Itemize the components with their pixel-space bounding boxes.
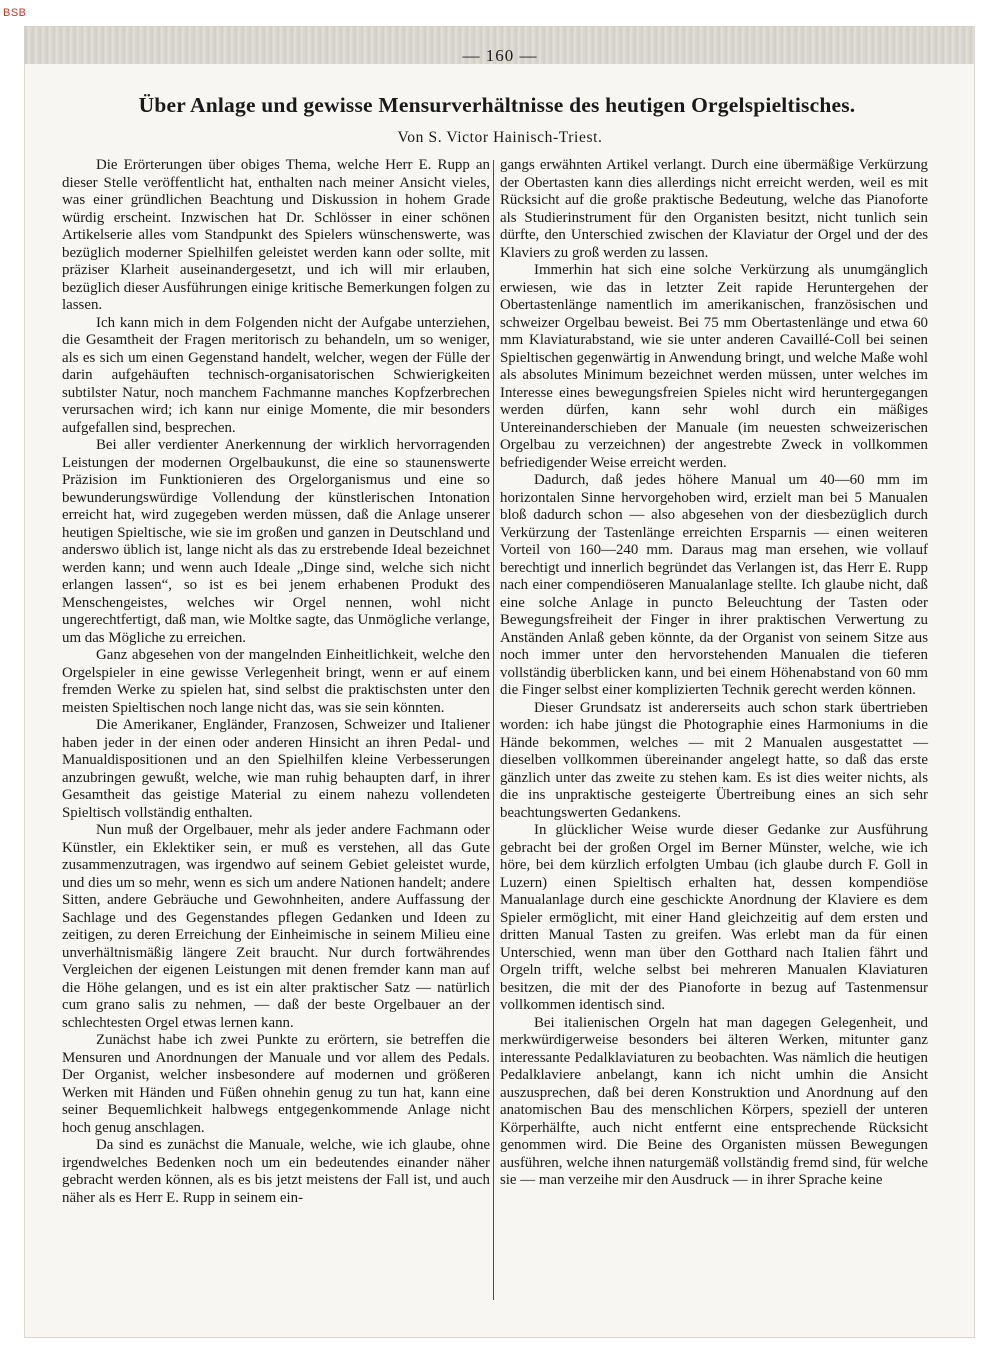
paragraph: In glücklicher Weise wurde dieser Gedanke zur Ausführung gebracht bei der großen Orgel im Berner Münster, welche, wie ich höre, bei dem kürzlich erfolgten Umbau (ich glaube durch F. Goll in Luzern) einen Spieltisch erhalten hat, dessen kompendiöse Manualanlage durch eine geschickte Anordnung der Klaviere es dem Spieler ermöglicht, mit einer Hand gleichzeitig auf dem ersten und dritten Manual Tasten zu greifen. Was erlebt man da für einen Unterschied, wenn man über den Gotthard nach Italien fährt und Orgeln trifft, welche selbst bei mehreren Manualen Klaviaturen besitzen, die mit der des Pianoforte in bezug auf Tastenmensur vollkommen identisch sind. [500, 822, 928, 1013]
paragraph-continuation: gangs erwähnten Artikel verlangt. Durch eine übermäßige Verkürzung der Obertasten kann dies allerdings nicht erreicht werden, weil es mit Rücksicht auf die große praktische Bedeutung, welche das Pianoforte als Studierinstrument für den Organisten besitzt, nicht tunlich sein dürfte, den Unterschied zwischen der Klaviatur der Orgel und der des Klaviers zu groß werden zu lassen. [500, 157, 928, 261]
paragraph: Dadurch, daß jedes höhere Manual um 40—60 mm im horizontalen Sinne hervorgehoben wird, erzielt man bei 5 Manualen bloß dadurch schon — also abgesehen von der diesbezüglich durch Verkürzung der Tastenlänge erreichten Ersparnis — einen weiteren Vorteil von 160—240 mm. Daraus mag man ersehen, wie vollauf berechtigt und innerlich begründet das Verlangen ist, das Herr E. Rupp nach einer compendiöseren Manualanlage stellte. Ich glaube nicht, daß eine solche Anlage in puncto Beleuchtung der Tasten oder Bewegungsfreiheit der Finger in ihrer praktischen Verwertung zu Anständen Anlaß geben könnte, da der Organist von seinem Sitze aus noch immer unter den hervorstehenden Manualen die tieferen vollständig überblicken kann, und bei einem Höhenabstand von 60 mm die Finger selbst einer komplizierten Technik gerecht werden können. [500, 472, 928, 698]
paragraph: Bei italienischen Orgeln hat man dagegen Gelegenheit, und merkwürdigerweise besonders bei älteren Werken, mitunter ganz interessante Pedalklaviaturen zu beobachten. Was nämlich die heutigen Pedalklaviere anbelangt, kann ich nicht umhin die Ansicht auszusprechen, daß bei deren Konstruktion und Anordnung auf den anatomischen Bau des menschlichen Körpers, speziell der unteren Körperhälfte, auch nicht entfernt eine entsprechende Rücksicht genommen wird. Die Beine des Organisten müssen Bewegungen ausführen, welche ihnen naturgemäß vollständig fremd sind, für welche sie — man verzeihe mir den Ausdruck — in ihrer Sprache keine [500, 1014, 928, 1188]
paragraph: Da sind es zunächst die Manuale, welche, wie ich glaube, ohne irgendwelches Bedenken noch um ein bedeutendes einander näher gebracht werden können, als es bis jetzt meistens der Fall ist, und auch näher als es Herr E. Rupp in seinem ein- [62, 1137, 490, 1206]
column-divider [493, 160, 494, 1300]
paragraph: Dieser Grundsatz ist andererseits auch schon stark übertrieben worden: ich habe jüngst die Photographie eines Harmoniums in die Hände bekommen, welches — mit 2 Manualen ausgestattet — dieselben vollkommen übereinander angelegt hatte, so daß das erste gänzlich unter das zweite zu stehen kam. Es ist dies weiter nichts, als die ins unpraktische gesteigerte Übertreibung eines an sich sehr beachtungswerten Gedankens. [500, 699, 928, 821]
right-column [500, 157, 928, 1190]
paragraph: Immerhin hat sich eine solche Verkürzung als unumgänglich erwiesen, wie das in letzter Zeit rapide Heruntergehen der Obertastenlänge namentlich im amerikanischen, französischen und schweizer Orgelbau beweist. Bei 75 mm Obertastenlänge und etwa 60 mm Klaviaturabstand, wie sie unter anderen Cavaillé-Coll bei seinen Spieltischen gegenwärtig in Anwendung bringt, und welche Maße wohl als absolutes Minimum bezeichnet werden müssen, unter welches im Interesse eines bewegungsfreien Spieles nicht wird heruntergegangen werden dürfen, kann sehr wohl durch ein mäßiges Untereinanderschieben der Manuale (im neuesten schweizerischen Orgelbau zu verzeichnen) der angestrebte Zweck in vollkommen befriedigender Weise erreicht werden. [500, 262, 928, 471]
paragraph: Zunächst habe ich zwei Punkte zu erörtern, sie betreffen die Mensuren und Anordnungen der Manuale und vor allem des Pedals. Der Organist, welcher insbesondere auf modernen und größeren Werken mit Händen und Füßen ohnehin genug zu tun hat, kann eine seiner Bequemlichkeit halbwegs entgegenkommende Anlage nicht hoch genug anschlagen. [62, 1032, 490, 1136]
paragraph: Die Amerikaner, Engländer, Franzosen, Schweizer und Italiener haben jeder in der einen oder anderen Hinsicht an ihren Pedal- und Manualdispositionen und an den Spielhilfen kleine Verbesserungen anzubringen gewußt, welche, wie man ruhig behaupten darf, in ihrer Gesamtheit das geistige Material zu einem nahezu vollendeten Spieltisch vollständig enthalten. [62, 717, 490, 821]
article-title: Über Anlage und gewisse Mensurverhältnisse des heutigen Orgelspieltisches. [138, 93, 856, 117]
paragraph: Ganz abgesehen von der mangelnden Einheitlichkeit, welche den Orgelspieler in eine gewisse Verlegenheit bringt, wenn er auf einem fremden Werke zu spielen hat, sind selbst die praktischsten unter den meisten Spieltischen noch lange nicht das, was sie sein könnten. [62, 647, 490, 716]
paragraph: Bei aller verdienter Anerkennung der wirklich hervorragenden Leistungen der modernen Orgelbaukunst, die eine so staunenswerte Präzision im Funktionieren des Orgelorganismus und eine so bewunderungswürdige Vollendung der künstlerischen Intonation erreicht hat, wird zugegeben werden müssen, daß die Anlage unserer heutigen Spieltische, wie sie im großen und ganzen in Deutschland und anderswo üblich ist, lange nicht als das zu erstrebende Ideal bezeichnet werden kann; und wenn auch Ideale „Dinge sind, welche sich nicht erlangen lassen“, so ist es bei jenem erhabenen Produkt des Menschengeistes, welches wir Orgel nennen, wohl nicht ungerechtfertigt, daß man, wie Moltke sagte, das Unmögliche verlange, um das Mögliche zu erreichen. [62, 437, 490, 646]
paragraph: Nun muß der Orgelbauer, mehr als jeder andere Fachmann oder Künstler, ein Eklektiker sein, er muß es verstehen, all das Gute zusammenzutragen, was irgendwo auf seinem Gebiet geleistet wurde, und dies um so mehr, wenn es sich um andere Nationen handelt; andere Sitten, andere Gebräuche und Gewohnheiten, andere Auffassung der Sachlage und des Gegenstandes pflegen Gedanken und Ideen zu zeitigen, zu deren Erreichung der Einheimische in seinem Milieu eine unverhältnismäßig längere Zeit braucht. Nur durch fortwährendes Vergleichen der eigenen Leistungen mit denen fremder kann man auf die Höhe gelangen, und es ist ein alter praktischer Satz — natürlich cum grano salis zu nehmen, — daß der beste Orgelbauer an der schlechtesten Orgel etwas lernen kann. [62, 822, 490, 1031]
left-column [62, 157, 490, 1207]
library-watermark: BSB [3, 7, 27, 19]
page-number: — 160 — [462, 46, 538, 65]
article-author: Von S. Victor Hainisch-Triest. [397, 129, 603, 146]
paragraph: Ich kann mich in dem Folgenden nicht der Aufgabe unterziehen, die Gesamtheit der Fragen meritorisch zu behandeln, um so weniger, als es sich um einen Gegenstand handelt, welcher, wegen der Fülle der darin aufgehäuften technisch-organisatorischen Schwierigkeiten subtilster Natur, noch manchem Fachmanne manches Kopfzerbrechen verursachen wird; ich kann nur einige Momente, die mir besonders aufgefallen sind, besprechen. [62, 314, 490, 436]
paragraph: Die Erörterungen über obiges Thema, welche Herr E. Rupp an dieser Stelle veröffentlicht hat, enthalten nach meiner Ansicht vieles, was einer gründlichen Beachtung und Diskussion in hohem Grade würdig erscheint. Inzwischen hat Dr. Schlösser in einer schönen Artikelserie alles vom Standpunkt des Spielers wünschenswerte, was bezüglich moderner Spielhilfen geleistet werden kann oder sollte, mit präziser Klarheit auseinandergesetzt, und ich will mir erlauben, bezüglich dieser Ausführungen einige kritische Bemerkungen folgen zu lassen. [62, 157, 490, 313]
